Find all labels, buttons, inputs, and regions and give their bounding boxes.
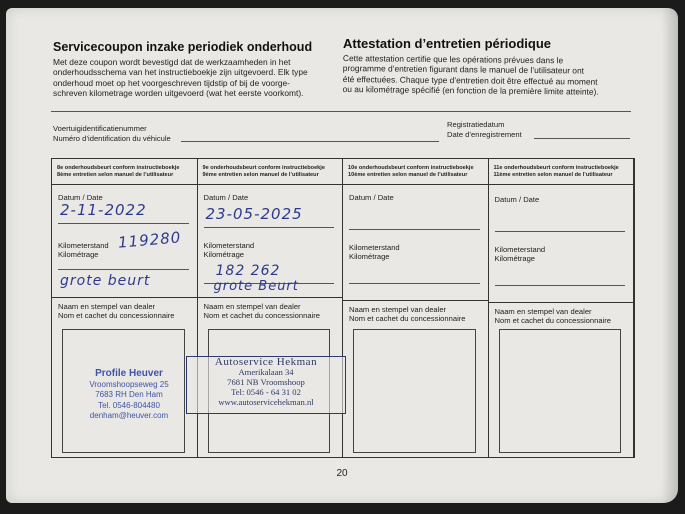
stamp-profile-email: denham@heuver.com bbox=[89, 411, 169, 420]
dealer-stamp-profile bbox=[74, 369, 184, 422]
dealer-label-nl: Naam en stempel van dealer bbox=[349, 305, 447, 314]
km-label-fr: Kilométrage bbox=[349, 252, 390, 262]
left-heading-body bbox=[53, 57, 343, 99]
column-header bbox=[52, 159, 197, 185]
column-header-fr: 8ème entretien selon manuel de l’utilisateur bbox=[57, 172, 174, 178]
date-line bbox=[58, 223, 189, 224]
dealer-label-nl: Naam en stempel van dealer bbox=[203, 302, 301, 311]
left-heading-line: schreven kilometrage worden uitgevoerd (wat het eerste voorkomt). bbox=[53, 88, 304, 99]
km-label bbox=[349, 243, 400, 262]
dealer-label bbox=[495, 307, 612, 326]
service-note[interactable]: grote beurt bbox=[60, 273, 151, 289]
service-column-8 bbox=[52, 159, 198, 457]
column-header bbox=[489, 159, 634, 185]
date-label: Datum / Date bbox=[203, 193, 249, 202]
column-header-nl: 8e onderhoudsbeurt conform instructieboekje bbox=[57, 165, 180, 171]
service-note[interactable]: grote Beurt bbox=[213, 279, 299, 294]
column-header-nl: 9e onderhoudsbeurt conform instructieboekje bbox=[202, 165, 325, 171]
service-km[interactable]: 182 262 bbox=[215, 263, 281, 279]
left-heading-line: onderhoudsschema van het instructieboekje zijn uitgevoerd. Elk type bbox=[53, 67, 308, 78]
column-header bbox=[198, 159, 343, 185]
column-header-fr: 9ème entretien selon manuel de l’utilisateur bbox=[202, 172, 319, 178]
dealer-label-nl: Naam en stempel van dealer bbox=[494, 307, 592, 316]
km-line bbox=[349, 283, 480, 284]
km-label bbox=[495, 245, 546, 264]
km-line bbox=[58, 269, 189, 270]
dealer-label-nl: Naam en stempel van dealer bbox=[58, 302, 156, 311]
vehicle-id-label bbox=[53, 124, 171, 143]
right-heading-line: programme d’entretien figurant dans le manuel de l’utilisateur ont bbox=[342, 63, 585, 76]
column-header-nl: 10e onderhoudsbeurt conform instructieboekje bbox=[348, 165, 474, 171]
left-heading-title: Servicecoupon inzake periodiek onderhoud bbox=[53, 40, 313, 54]
registration-label-fr: Date d’enregistrement bbox=[447, 129, 522, 139]
dealer-label-fr: Nom et cachet du concessionnaire bbox=[203, 311, 321, 321]
registration-label-nl: Registratiedatum bbox=[447, 120, 505, 129]
date-line bbox=[204, 227, 335, 228]
row-separator bbox=[198, 297, 343, 298]
stamp-profile-name: Profile Heuver bbox=[95, 368, 163, 379]
date-label: Datum / Date bbox=[58, 193, 103, 202]
column-header-fr: 10ème entretien selon manuel de l’utilisateur bbox=[348, 172, 468, 178]
registration-line bbox=[534, 138, 630, 139]
left-heading-line: Met deze coupon wordt bevestigd dat de werkzaamheden in het bbox=[53, 57, 291, 67]
km-label-nl: Kilometerstand bbox=[349, 243, 400, 252]
date-label: Datum / Date bbox=[494, 195, 540, 204]
km-label-nl: Kilometerstand bbox=[58, 241, 109, 250]
vehicle-id-label-nl: Voertuigidentificatienummer bbox=[53, 124, 147, 133]
service-table bbox=[51, 158, 635, 458]
dealer-label bbox=[58, 302, 175, 321]
date-label: Datum / Date bbox=[349, 193, 394, 202]
column-header bbox=[343, 159, 488, 185]
dealer-label bbox=[204, 302, 321, 321]
registration-label bbox=[447, 120, 522, 139]
right-heading-line: été effectuées. Chaque type d’entretien doit être effectué au moment bbox=[342, 73, 598, 87]
stamp-profile-street: Vroomshoopseweg 25 bbox=[89, 379, 169, 389]
stamp-hekman-street: Amerikalaan 34 bbox=[238, 367, 294, 377]
stamp-hekman-web: www.autoservicehekman.nl bbox=[218, 397, 314, 407]
date-line bbox=[495, 231, 626, 232]
km-line bbox=[495, 285, 626, 286]
stamp-hekman-city: 7681 NB Vroomshoop bbox=[227, 377, 305, 387]
dealer-label-fr: Nom et cachet du concessionnaire bbox=[58, 311, 175, 321]
km-label-fr: Kilométrage bbox=[494, 254, 536, 264]
left-heading-line: onderhoud moet op het voorgeschreven tijdstip of bij de voorge- bbox=[53, 77, 290, 88]
km-label bbox=[58, 241, 109, 260]
service-column-10 bbox=[343, 159, 489, 457]
km-label-nl: Kilometerstand bbox=[494, 245, 546, 254]
right-heading-title: Attestation d’entretien périodique bbox=[343, 36, 552, 51]
booklet-page bbox=[6, 8, 678, 503]
dealer-label-fr: Nom et cachet du concessionnaire bbox=[349, 314, 466, 324]
right-heading-body bbox=[343, 53, 643, 98]
dealer-stamp-hekman bbox=[186, 356, 346, 414]
stamp-profile-phone: Tel. 0546-804480 bbox=[98, 400, 160, 410]
column-header-nl: 11e onderhoudsbeurt conform instructieboekje bbox=[493, 165, 619, 171]
service-date[interactable]: 23-05-2025 bbox=[205, 205, 303, 223]
heading-divider bbox=[51, 111, 631, 112]
service-column-11 bbox=[489, 159, 635, 457]
page-number: 20 bbox=[336, 468, 348, 479]
stamp-hekman-phone: Tel: 0546 - 64 31 02 bbox=[231, 387, 301, 397]
km-label-fr: Kilométrage bbox=[58, 250, 99, 260]
vehicle-id-label-fr: Numéro d’identification du véhicule bbox=[53, 133, 171, 143]
date-line bbox=[349, 229, 480, 230]
column-header-fr: 11ème entretien selon manuel de l’utilisateur bbox=[493, 172, 613, 178]
row-separator bbox=[52, 297, 197, 298]
service-km[interactable]: 119280 bbox=[117, 228, 182, 252]
right-heading-line: ou au kilométrage spécifié (en fonction de la première limite atteinte). bbox=[342, 84, 599, 97]
dealer-label-fr: Nom et cachet du concessionnaire bbox=[494, 316, 612, 326]
dealer-stamp-box bbox=[353, 329, 476, 453]
service-date[interactable]: 2-11-2022 bbox=[60, 201, 147, 219]
page-edge-shadow bbox=[662, 8, 678, 503]
vehicle-id-line bbox=[181, 141, 439, 142]
km-label-fr: Kilométrage bbox=[203, 250, 245, 260]
stamp-profile-city: 7683 RH Den Ham bbox=[95, 390, 163, 399]
km-label bbox=[204, 241, 255, 260]
right-heading-line: Cette attestation certifie que les opérations prévues dans le bbox=[342, 53, 564, 66]
dealer-label bbox=[349, 305, 466, 324]
dealer-stamp-box bbox=[499, 329, 622, 453]
row-separator bbox=[343, 300, 488, 301]
stamp-hekman-name: Autoservice Hekman bbox=[214, 356, 318, 368]
row-separator bbox=[489, 302, 634, 303]
km-label-nl: Kilometerstand bbox=[203, 241, 255, 250]
